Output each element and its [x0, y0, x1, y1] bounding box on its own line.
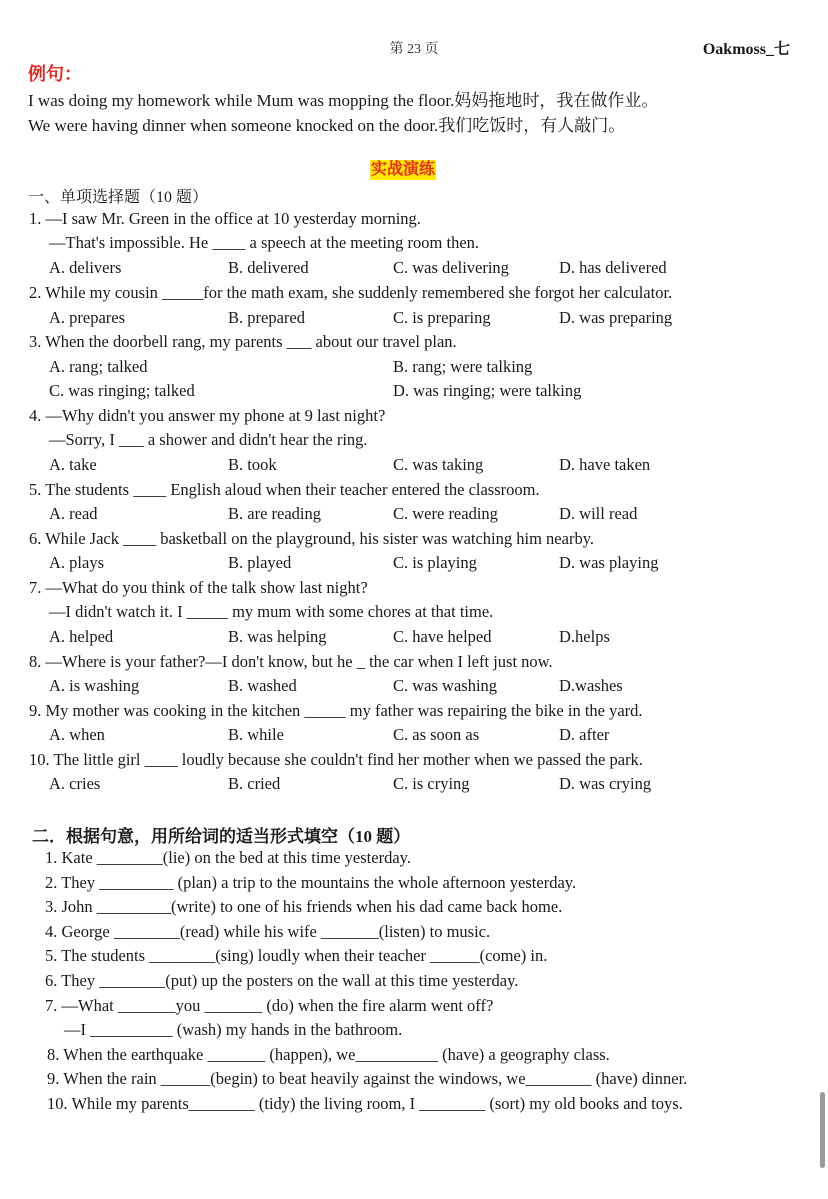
question-text: 3. When the doorbell rang, my parents ___ about our travel plan. [29, 332, 457, 351]
option-b: B. are reading [228, 504, 321, 523]
option-a: A. take [49, 455, 97, 474]
option-a: A. plays [49, 553, 104, 572]
fill-blank-item: 7. —What _______you _______ (do) when the fire alarm went off? [45, 996, 494, 1015]
option-d: D. has delivered [559, 258, 667, 277]
option-c: C. was washing [393, 676, 498, 695]
option-a: A. cries [49, 774, 101, 793]
question-text: 4. —Why didn't you answer my phone at 9 last night? [29, 406, 386, 425]
question-text: 10. The little girl ____ loudly because she couldn't find her mother when we passed the park. [29, 750, 643, 769]
fill-blank-item: 4. George ________(read) while his wife _______(listen) to music. [45, 922, 491, 941]
option-d: D. after [559, 725, 610, 744]
option-d: D. have taken [559, 455, 651, 474]
section2-title: 二．根据句意，用所给词的适当形式填空（10 题） [32, 827, 411, 846]
author-watermark: Oakmoss_七 [702, 41, 790, 58]
option-d: D. was playing [559, 553, 659, 572]
fill-blank-item: 8. When the earthquake _______ (happen), we__________ (have) a geography class. [47, 1045, 610, 1064]
option-a: A. rang; talked [49, 357, 148, 376]
question-text: —I didn't watch it. I _____ my mum with some chores at that time. [49, 602, 494, 621]
option-d: D.helps [559, 627, 610, 646]
option-b: B. played [228, 553, 292, 572]
option-a: A. is washing [49, 676, 140, 695]
example-sentence: I was doing my homework while Mum was mopping the floor.妈妈拖地时，我在做作业。 [28, 91, 659, 110]
option-b: B. rang; were talking [393, 357, 533, 376]
scrollbar[interactable] [820, 1092, 825, 1168]
option-b: B. prepared [228, 308, 305, 327]
fill-blank-item: 5. The students ________(sing) loudly when their teacher ______(come) in. [45, 946, 548, 965]
question-text: 2. While my cousin _____for the math exam, she suddenly remembered she forgot her calculator. [29, 283, 673, 302]
option-a: A. when [49, 725, 105, 744]
option-c: C. was delivering [393, 258, 509, 277]
option-b: B. was helping [228, 627, 327, 646]
option-c: C. is preparing [393, 308, 491, 327]
practice-title: 实战演练 [371, 161, 436, 178]
option-d: D. was preparing [559, 308, 673, 327]
option-d: D. was crying [559, 774, 652, 793]
option-c: C. as soon as [393, 725, 480, 744]
option-d: D.washes [559, 676, 623, 695]
option-d: D. will read [559, 504, 638, 523]
section1-title: 一、单项选择题（10 题） [28, 189, 209, 206]
option-c: C. is playing [393, 553, 477, 572]
option-a: A. read [49, 504, 98, 523]
fill-blank-item: 6. They ________(put) up the posters on the wall at this time yesterday. [45, 971, 519, 990]
fill-blank-item: 10. While my parents________ (tidy) the living room, I ________ (sort) my old books and toys. [47, 1094, 683, 1113]
fill-blank-item: 9. When the rain ______(begin) to beat heavily against the windows, we________ (have) dinner. [47, 1069, 688, 1088]
option-c: C. have helped [393, 627, 492, 646]
option-c: C. is crying [393, 774, 470, 793]
example-label: 例句： [28, 64, 82, 84]
option-a: A. delivers [49, 258, 122, 277]
question-text: 5. The students ____ English aloud when their teacher entered the classroom. [29, 480, 540, 499]
question-text: 6. While Jack ____ basketball on the playground, his sister was watching him nearby. [29, 529, 595, 548]
option-b: B. while [228, 725, 284, 744]
question-text: —That's impossible. He ____ a speech at the meeting room then. [49, 233, 480, 252]
question-text: 7. —What do you think of the talk show last night? [29, 578, 368, 597]
option-c: C. were reading [393, 504, 498, 523]
option-c: C. was ringing; talked [49, 381, 195, 400]
page-number: 第 23 页 [389, 42, 439, 57]
option-b: B. cried [228, 774, 281, 793]
option-a: A. prepares [49, 308, 126, 327]
option-d: D. was ringing; were talking [393, 381, 582, 400]
fill-blank-item: —I __________ (wash) my hands in the bathroom. [64, 1020, 403, 1039]
option-c: C. was taking [393, 455, 484, 474]
option-b: B. washed [228, 676, 297, 695]
example-sentence: We were having dinner when someone knocked on the door.我们吃饭时，有人敲门。 [28, 116, 626, 135]
question-text: 1. —I saw Mr. Green in the office at 10 yesterday morning. [29, 209, 421, 228]
fill-blank-item: 3. John _________(write) to one of his friends when his dad came back home. [45, 897, 563, 916]
question-text: 9. My mother was cooking in the kitchen _____ my father was repairing the bike in the yard. [29, 701, 643, 720]
option-b: B. took [228, 455, 277, 474]
option-b: B. delivered [228, 258, 309, 277]
question-text: —Sorry, I ___ a shower and didn't hear the ring. [49, 430, 368, 449]
fill-blank-item: 1. Kate ________(lie) on the bed at this time yesterday. [45, 848, 411, 867]
option-a: A. helped [49, 627, 114, 646]
question-text: 8. —Where is your father?—I don't know, but he _ the car when I left just now. [29, 652, 553, 671]
fill-blank-item: 2. They _________ (plan) a trip to the mountains the whole afternoon yesterday. [45, 873, 577, 892]
